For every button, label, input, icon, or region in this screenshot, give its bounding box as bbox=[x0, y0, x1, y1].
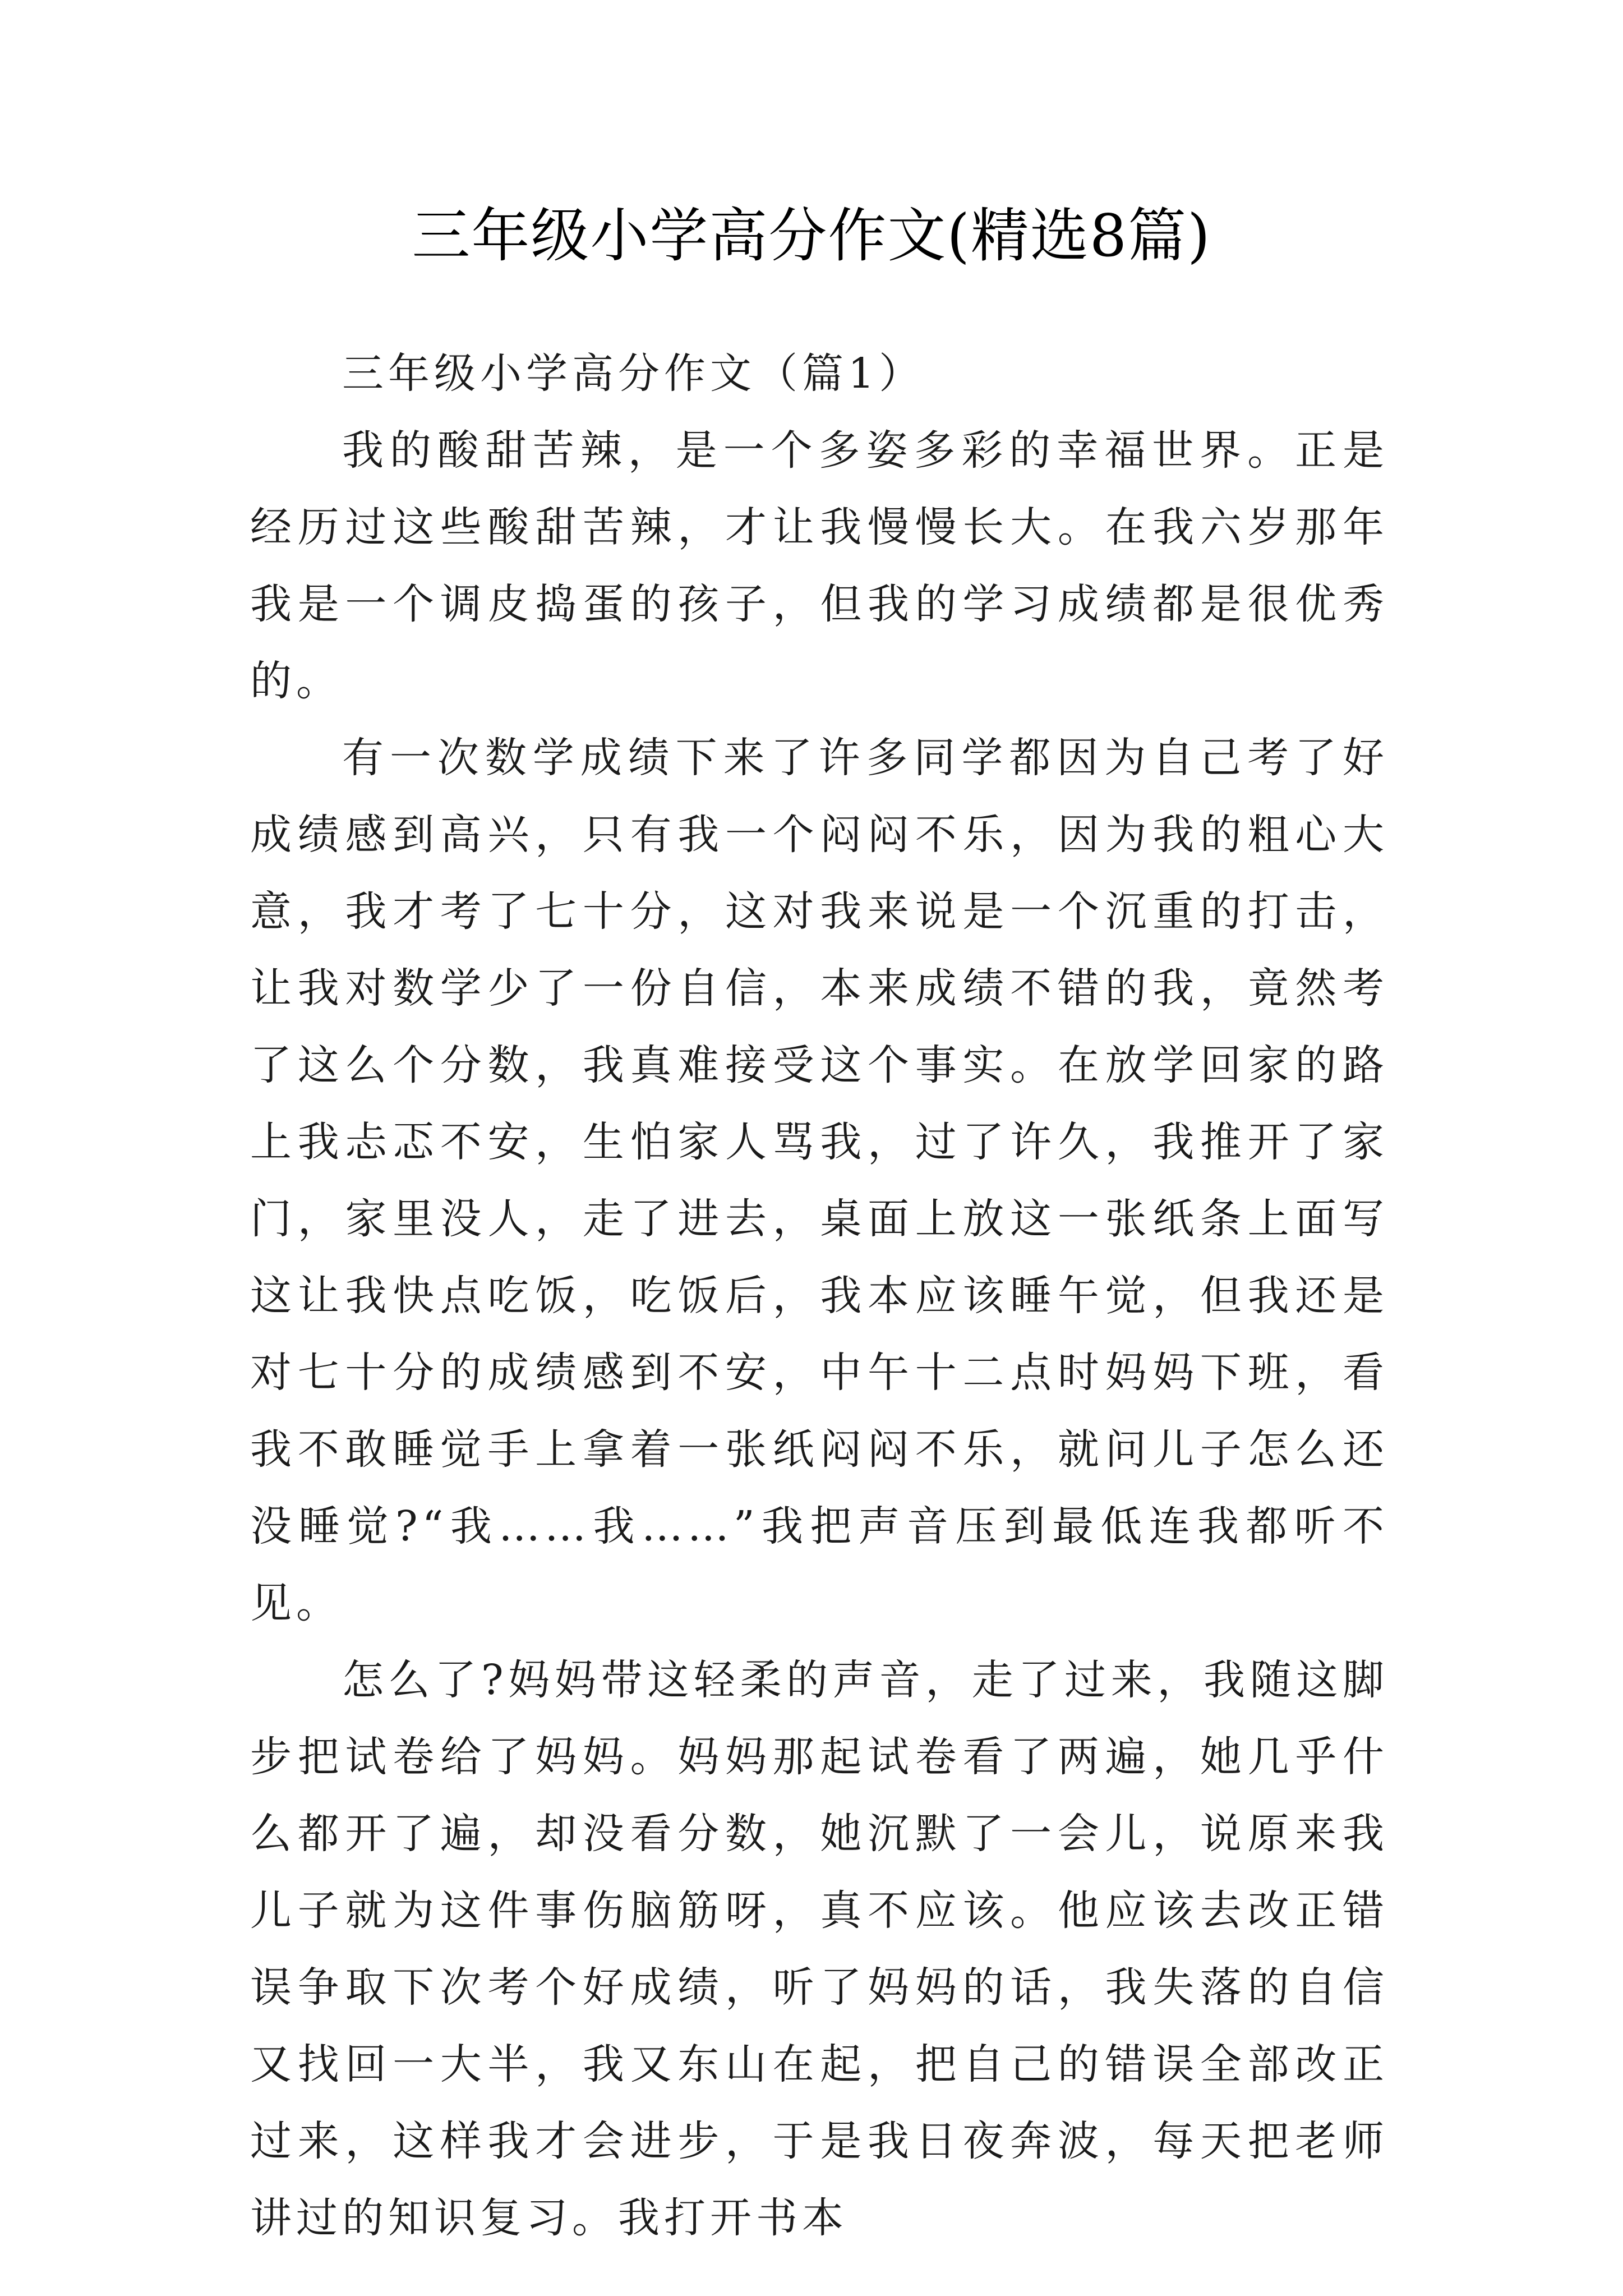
paragraph-3: 怎么了?妈妈带这轻柔的声音，走了过来，我随这脚步把试卷给了妈妈。妈妈那起试卷看了两遍，她几乎什么都开了遍，却没看分数，她沉默了一会儿，说原来我儿子就为这件事伤脑筋呀，真不应该。他应该去改正错误争取下次考个好成绩，听了妈妈的话，我失落的自信又找回一大半，我又东山在起，把自己的错误全部改正过来，这样我才会进步，于是我日夜奔波，每天把老师讲过的知识复习。我打开书本 bbox=[250, 1656, 1389, 2242]
section-heading: 三年级小学高分作文（篇1） bbox=[342, 349, 925, 398]
paragraph-1: 我的酸甜苦辣，是一个多姿多彩的幸福世界。正是经历过这些酸甜苦辣，才让我慢慢长大。在我六岁那年我是一个调皮捣蛋的孩子，但我的学习成绩都是很优秀的。 bbox=[250, 426, 1389, 705]
paragraph-2: 有一次数学成绩下来了许多同学都因为自己考了好成绩感到高兴，只有我一个闷闷不乐，因为我的粗心大意，我才考了七十分，这对我来说是一个沉重的打击，让我对数学少了一份自信，本来成绩不错的我，竟然考了这么个分数，我真难接受这个事实。在放学回家的路上我忐忑不安，生怕家人骂我，过了许久，我推开了家门，家里没人，走了进去，桌面上放这一张纸条上面写这让我快点吃饭，吃饭后，我本应该睡午觉，但我还是对七十分的成绩感到不安，中午十二点时妈妈下班，看我不敢睡觉手上拿着一张纸闷闷不乐，就问儿子怎么还没睡觉?“我……我……”我把声音压到最低连我都听不见。 bbox=[250, 734, 1389, 1627]
document-body bbox=[250, 335, 1389, 2257]
document-title: 三年级小学高分作文(精选8篇) bbox=[412, 201, 1211, 270]
